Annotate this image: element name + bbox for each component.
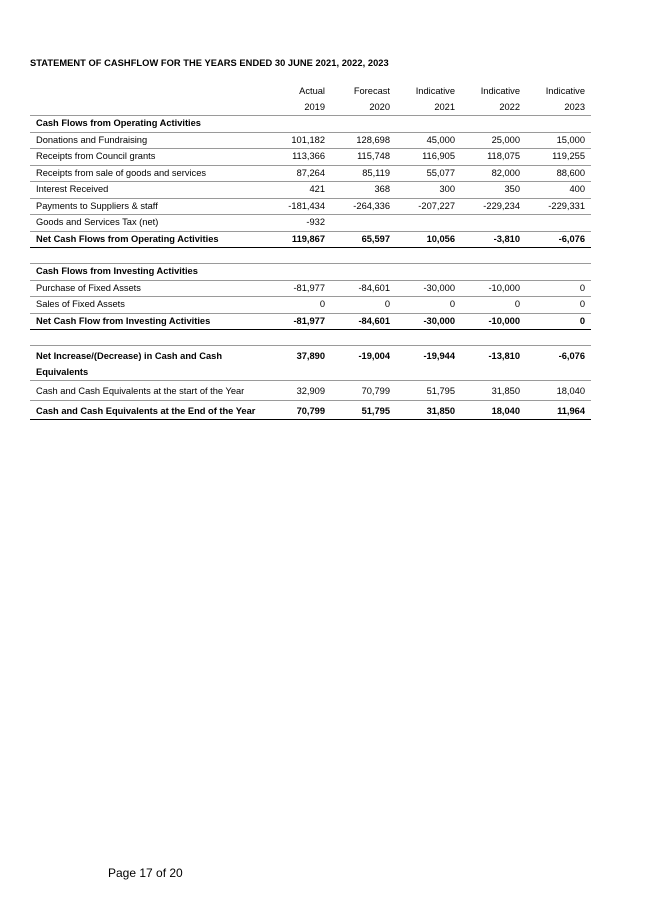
cell-value: 400	[526, 182, 591, 199]
total-value: -81,977	[269, 313, 331, 330]
column-type: Indicative	[480, 86, 520, 96]
cell-value: 82,000	[461, 165, 526, 182]
column-type: Actual	[299, 86, 325, 96]
cell-value: 128,698	[331, 132, 396, 149]
total-value: 70,799	[269, 400, 331, 420]
cell-value: -19,944	[396, 346, 461, 381]
column-type: Indicative	[545, 86, 585, 96]
table-row	[30, 215, 591, 232]
cell-value	[461, 215, 526, 232]
column-year-header-row	[30, 100, 591, 116]
cell-value: -181,434	[269, 198, 331, 215]
table-row	[30, 182, 591, 199]
cell-value: 32,909	[269, 381, 331, 401]
section-heading-investing	[30, 264, 591, 281]
cell-value: 85,119	[331, 165, 396, 182]
total-row-operating	[30, 231, 591, 248]
cell-value: 115,748	[331, 149, 396, 166]
cell-value: 15,000	[526, 132, 591, 149]
cell-value: 113,366	[269, 149, 331, 166]
section-heading: Cash Flows from Investing Activities	[30, 264, 269, 281]
cell-value	[526, 215, 591, 232]
table-row	[30, 149, 591, 166]
total-row-investing	[30, 313, 591, 330]
cell-value: 45,000	[396, 132, 461, 149]
table-row	[30, 165, 591, 182]
cell-value: -81,977	[269, 280, 331, 297]
cell-value: 0	[526, 280, 591, 297]
table-row	[30, 297, 591, 314]
cell-value: 0	[269, 297, 331, 314]
total-value: 18,040	[461, 400, 526, 420]
total-value: 51,795	[331, 400, 396, 420]
total-value: 65,597	[331, 231, 396, 248]
total-value: 0	[526, 313, 591, 330]
cell-value: 31,850	[461, 381, 526, 401]
row-label: Interest Received	[30, 182, 269, 199]
cell-value	[331, 215, 396, 232]
row-label: Net Increase/(Decrease) in Cash and Cash Equivalents	[30, 346, 269, 381]
total-value: -10,000	[461, 313, 526, 330]
section-heading-operating	[30, 116, 591, 133]
total-value: 119,867	[269, 231, 331, 248]
row-label: Payments to Suppliers & staff	[30, 198, 269, 215]
cell-value: 0	[396, 297, 461, 314]
cell-value: -932	[269, 215, 331, 232]
total-value: 10,056	[396, 231, 461, 248]
cell-value: 300	[396, 182, 461, 199]
cell-value: -229,234	[461, 198, 526, 215]
cell-value: 37,890	[269, 346, 331, 381]
column-type: Forecast	[353, 86, 390, 96]
cashflow-table	[30, 84, 591, 420]
opening-cash-row	[30, 381, 591, 401]
cell-value: 368	[331, 182, 396, 199]
cell-value: 350	[461, 182, 526, 199]
cell-value: 88,600	[526, 165, 591, 182]
cell-value: -207,227	[396, 198, 461, 215]
cell-value: 55,077	[396, 165, 461, 182]
cell-value: 25,000	[461, 132, 526, 149]
cell-value: 101,182	[269, 132, 331, 149]
column-type: Indicative	[415, 86, 455, 96]
total-value: -84,601	[331, 313, 396, 330]
cell-value: 18,040	[526, 381, 591, 401]
total-value: -30,000	[396, 313, 461, 330]
cell-value: 116,905	[396, 149, 461, 166]
column-type-header-row	[30, 84, 591, 100]
total-label: Net Cash Flows from Operating Activities	[30, 231, 269, 248]
table-row	[30, 280, 591, 297]
spacer-row	[30, 330, 591, 346]
cell-value	[396, 215, 461, 232]
column-year: 2022	[499, 101, 520, 112]
cell-value: 70,799	[331, 381, 396, 401]
column-year: 2020	[369, 101, 390, 112]
cell-value: -264,336	[331, 198, 396, 215]
closing-cash-row	[30, 400, 591, 420]
cell-value: 51,795	[396, 381, 461, 401]
row-label: Goods and Services Tax (net)	[30, 215, 269, 232]
cell-value: -229,331	[526, 198, 591, 215]
column-year: 2023	[564, 101, 585, 112]
row-label: Cash and Cash Equivalents at the start of the Year	[30, 381, 269, 401]
cell-value: 421	[269, 182, 331, 199]
total-value: 11,964	[526, 400, 591, 420]
cell-value: -10,000	[461, 280, 526, 297]
cell-value: 0	[526, 297, 591, 314]
cell-value: -13,810	[461, 346, 526, 381]
table-row	[30, 132, 591, 149]
row-label: Sales of Fixed Assets	[30, 297, 269, 314]
cell-value: -19,004	[331, 346, 396, 381]
header-spacer	[30, 100, 269, 116]
cell-value: 119,255	[526, 149, 591, 166]
row-label: Purchase of Fixed Assets	[30, 280, 269, 297]
table-row	[30, 198, 591, 215]
total-label: Cash and Cash Equivalents at the End of the Year	[30, 400, 269, 420]
page-number: Page 17 of 20	[108, 866, 183, 880]
cell-value: 118,075	[461, 149, 526, 166]
net-change-row	[30, 346, 591, 381]
spacer-row	[30, 248, 591, 264]
column-year: 2019	[304, 101, 325, 112]
row-label: Receipts from Council grants	[30, 149, 269, 166]
cell-value: -30,000	[396, 280, 461, 297]
header-spacer	[30, 84, 269, 100]
cell-value: 87,264	[269, 165, 331, 182]
cell-value: -6,076	[526, 346, 591, 381]
row-label: Receipts from sale of goods and services	[30, 165, 269, 182]
cell-value: 0	[461, 297, 526, 314]
row-label: Donations and Fundraising	[30, 132, 269, 149]
total-value: -3,810	[461, 231, 526, 248]
statement-title: STATEMENT OF CASHFLOW FOR THE YEARS ENDED 30 JUNE 2021, 2022, 2023	[30, 58, 389, 68]
column-year: 2021	[434, 101, 455, 112]
cell-value: 0	[331, 297, 396, 314]
total-label: Net Cash Flow from Investing Activities	[30, 313, 269, 330]
cell-value: -84,601	[331, 280, 396, 297]
section-heading: Cash Flows from Operating Activities	[30, 116, 269, 133]
total-value: -6,076	[526, 231, 591, 248]
total-value: 31,850	[396, 400, 461, 420]
